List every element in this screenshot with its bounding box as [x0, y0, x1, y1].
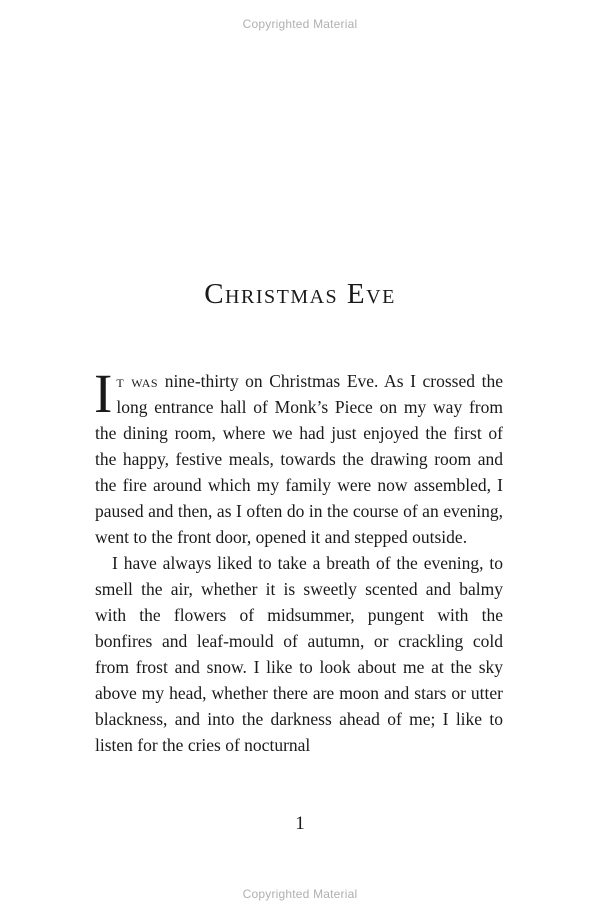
lead-in: t was	[116, 371, 159, 391]
paragraph-1-text: nine-thirty on Christmas Eve. As I crossed the long entrance hall of Monk’s Piece on my way from the dining room, where we had just enjoyed the first of the happy, festive meals, towards the drawing room and the fire around which my family were now assembled, I paused and then, as I often do in the course of an evening, went to the front door, opened it and stepped outside.	[95, 371, 503, 547]
watermark-bottom: Copyrighted Material	[242, 887, 358, 901]
paragraph-1	[94, 363, 503, 550]
page-number: 1	[295, 813, 305, 834]
paragraph-2: I have always liked to take a breath of the evening, to smell the air, whether it is sweetly scented and balmy with the flowers of midsummer, pungent with the bonfires and leaf-mould of autumn, or crackling cold from frost and snow. I like to look about me at the sky above my head, whether there are moon and stars or utter blackness, and into the darkness ahead of me; I like to listen for the cries of nocturnal	[95, 553, 503, 755]
body-text	[94, 363, 503, 758]
chapter-title: Christmas Eve	[204, 278, 396, 310]
watermark-top: Copyrighted Material	[242, 17, 358, 31]
drop-cap: I	[94, 363, 113, 424]
